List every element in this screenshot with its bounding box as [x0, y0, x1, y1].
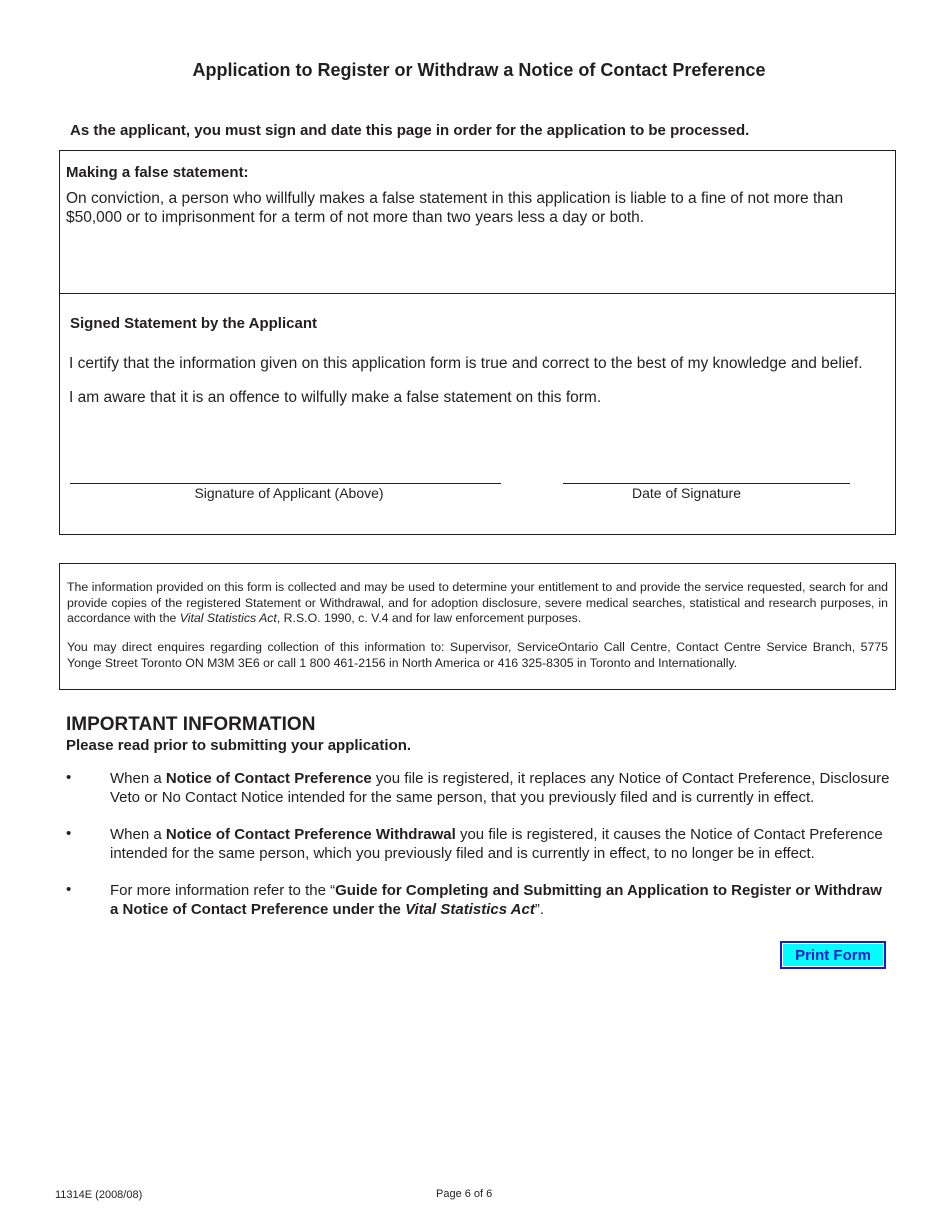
important-subheading: Please read prior to submitting your application. — [66, 737, 412, 754]
bullet-icon: • — [66, 825, 72, 842]
bullet-icon: • — [66, 769, 72, 786]
signature-line[interactable] — [70, 483, 501, 484]
false-statement-line-1: On conviction, a person who willfully makes a false statement in this application is liable to a fine of not more than — [66, 190, 844, 207]
section-divider — [60, 293, 895, 294]
act-name: Vital Statistics Act — [179, 611, 277, 625]
false-statement-line-2: $50,000 or to imprisonment for a term of not more than two years less a day or both. — [66, 209, 645, 226]
privacy-paragraph-1: The information provided on this form is collected and may be used to determine your entitlement to and provide the service requested, search for and provide copies of the registered Statement or Withdrawal, and for adoption disclosure, severe medical searches, statistical and research purposes, in accordance with the Vital Statistics Act, R.S.O. 1990, c. V.4 and for law enforcement purposes. — [67, 580, 888, 625]
certify-statement: I certify that the information given on this application form is true and correct to the best of my knowledge and belief. — [69, 355, 863, 372]
info-bullet-1: When a Notice of Contact Preference you file is registered, it replaces any Notice of Contact Preference, Disclosure Veto or No Contact Notice intended for the same person, that you previously filed and is currently in effect. — [110, 770, 890, 806]
info-bullet-3: For more information refer to the “Guide for Completing and Submitting an Application to Register or Withdraw a Notice of Contact Preference under the Vital Statistics Act”. — [110, 882, 882, 918]
info-bullet-2: When a Notice of Contact Preference Withdrawal you file is registered, it causes the Notice of Contact Preference intended for the same person, which you previously filed and is currently in effect, to no longer be in effect. — [110, 826, 883, 862]
privacy-notice-box — [59, 563, 896, 690]
declaration-box — [59, 150, 896, 535]
page-title: Application to Register or Withdraw a Notice of Contact Preference — [192, 60, 766, 80]
print-form-button[interactable]: Print Form — [780, 941, 886, 969]
signature-notice: As the applicant, you must sign and date this page in order for the application to be processed. — [70, 122, 750, 139]
false-statement-heading: Making a false statement: — [66, 164, 249, 181]
bullet-icon: • — [66, 881, 72, 898]
signed-statement-heading: Signed Statement by the Applicant — [70, 315, 317, 332]
page-number: Page 6 of 6 — [436, 1188, 493, 1200]
date-label: Date of Signature — [632, 485, 741, 501]
important-heading: IMPORTANT INFORMATION — [66, 714, 316, 735]
awareness-statement: I am aware that it is an offence to wilfully make a false statement on this form. — [69, 389, 602, 406]
date-line[interactable] — [563, 483, 850, 484]
form-id: 11314E (2008/08) — [55, 1189, 143, 1201]
privacy-paragraph-2: You may direct enquires regarding collection of this information to: Supervisor, ServiceOntario Call Centre, Contact Centre Service Branch, 5775 Yonge Street Toronto ON M3M 3E6 or call 1 800 461-2156 in North America or 416 325-8305 in Toronto and Internationally. — [67, 640, 888, 670]
signature-label: Signature of Applicant (Above) — [194, 485, 384, 501]
